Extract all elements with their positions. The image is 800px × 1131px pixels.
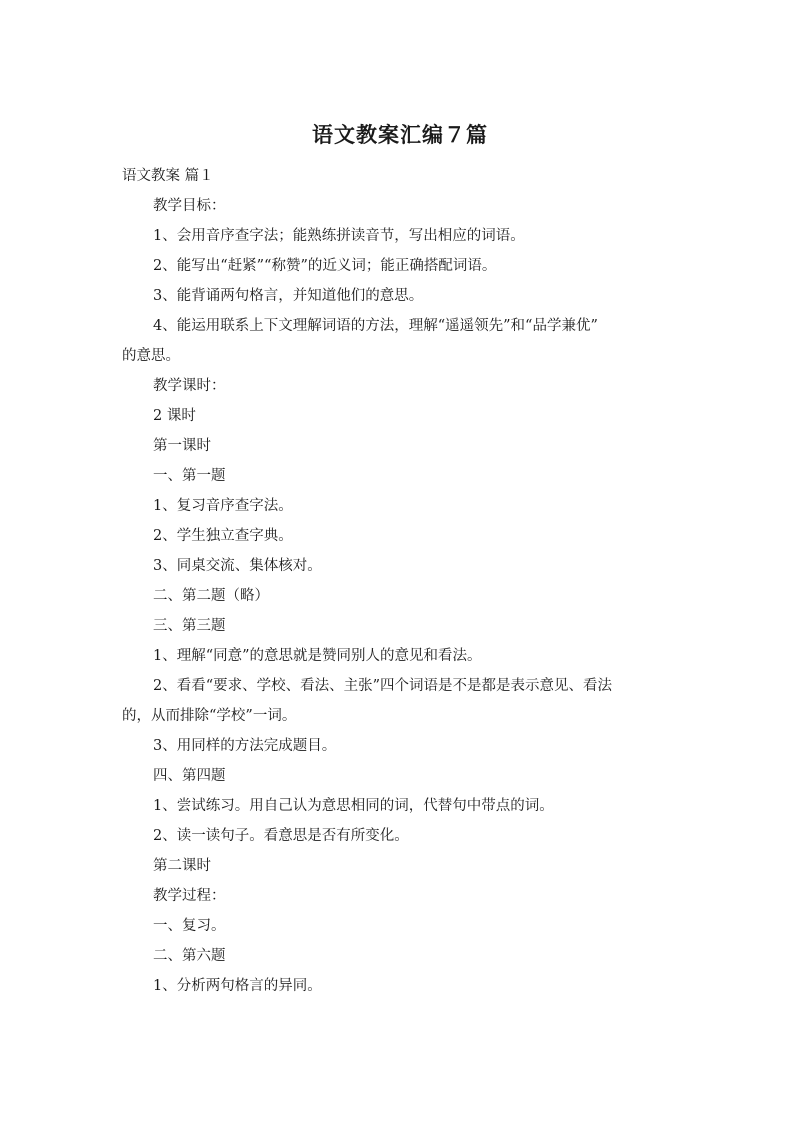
body-line: 第二课时 xyxy=(153,858,211,874)
document-title: 语文教案汇编７篇 xyxy=(312,123,488,147)
body-line: 2、能写出“赶紧”“称赞”的近义词；能正确搭配词语。 xyxy=(153,258,497,274)
body-line: 一、复习。 xyxy=(153,918,226,934)
body-line: 2、看看“要求、学校、看法、主张”四个词语是不是都是表示意见、看法 xyxy=(153,678,613,694)
body-line: 1、分析两句格言的异同。 xyxy=(153,978,322,994)
body-line: 一、第一题 xyxy=(153,468,226,484)
body-line: 教学目标： xyxy=(153,198,226,214)
body-line: 第一课时 xyxy=(153,438,211,454)
body-line: 4、能运用联系上下文理解词语的方法，理解“遥遥领先”和“品学兼优” xyxy=(153,318,598,334)
body-line: 1、尝试练习。用自己认为意思相同的词，代替句中带点的词。 xyxy=(153,798,554,814)
document-body xyxy=(122,161,682,1001)
section-heading: 语文教案 篇１ xyxy=(122,168,214,184)
body-line: 3、用同样的方法完成题目。 xyxy=(153,738,337,754)
body-line: 二、第二题（略） xyxy=(153,588,269,604)
body-line: 二、第六题 xyxy=(153,948,226,964)
body-line: 教学过程： xyxy=(153,888,226,904)
body-line-continuation: 的，从而排除“学校”一词。 xyxy=(122,708,297,724)
body-line: 2 课时 xyxy=(153,408,196,424)
body-line: 2、学生独立查字典。 xyxy=(153,528,293,544)
body-line: 2、读一读句子。看意思是否有所变化。 xyxy=(153,828,409,844)
body-line: 1、理解“同意”的意思就是赞同别人的意见和看法。 xyxy=(153,648,482,664)
body-line-continuation: 的意思。 xyxy=(122,348,180,364)
body-line: 3、同桌交流、集体核对。 xyxy=(153,558,322,574)
body-line: 教学课时： xyxy=(153,378,226,394)
body-line: 1、会用音序查字法；能熟练拼读音节，写出相应的词语。 xyxy=(153,228,525,244)
body-line: 1、复习音序查字法。 xyxy=(153,498,293,514)
body-line: 三、第三题 xyxy=(153,618,226,634)
body-line: 3、能背诵两句格言，并知道他们的意思。 xyxy=(153,288,424,304)
body-line: 四、第四题 xyxy=(153,768,226,784)
